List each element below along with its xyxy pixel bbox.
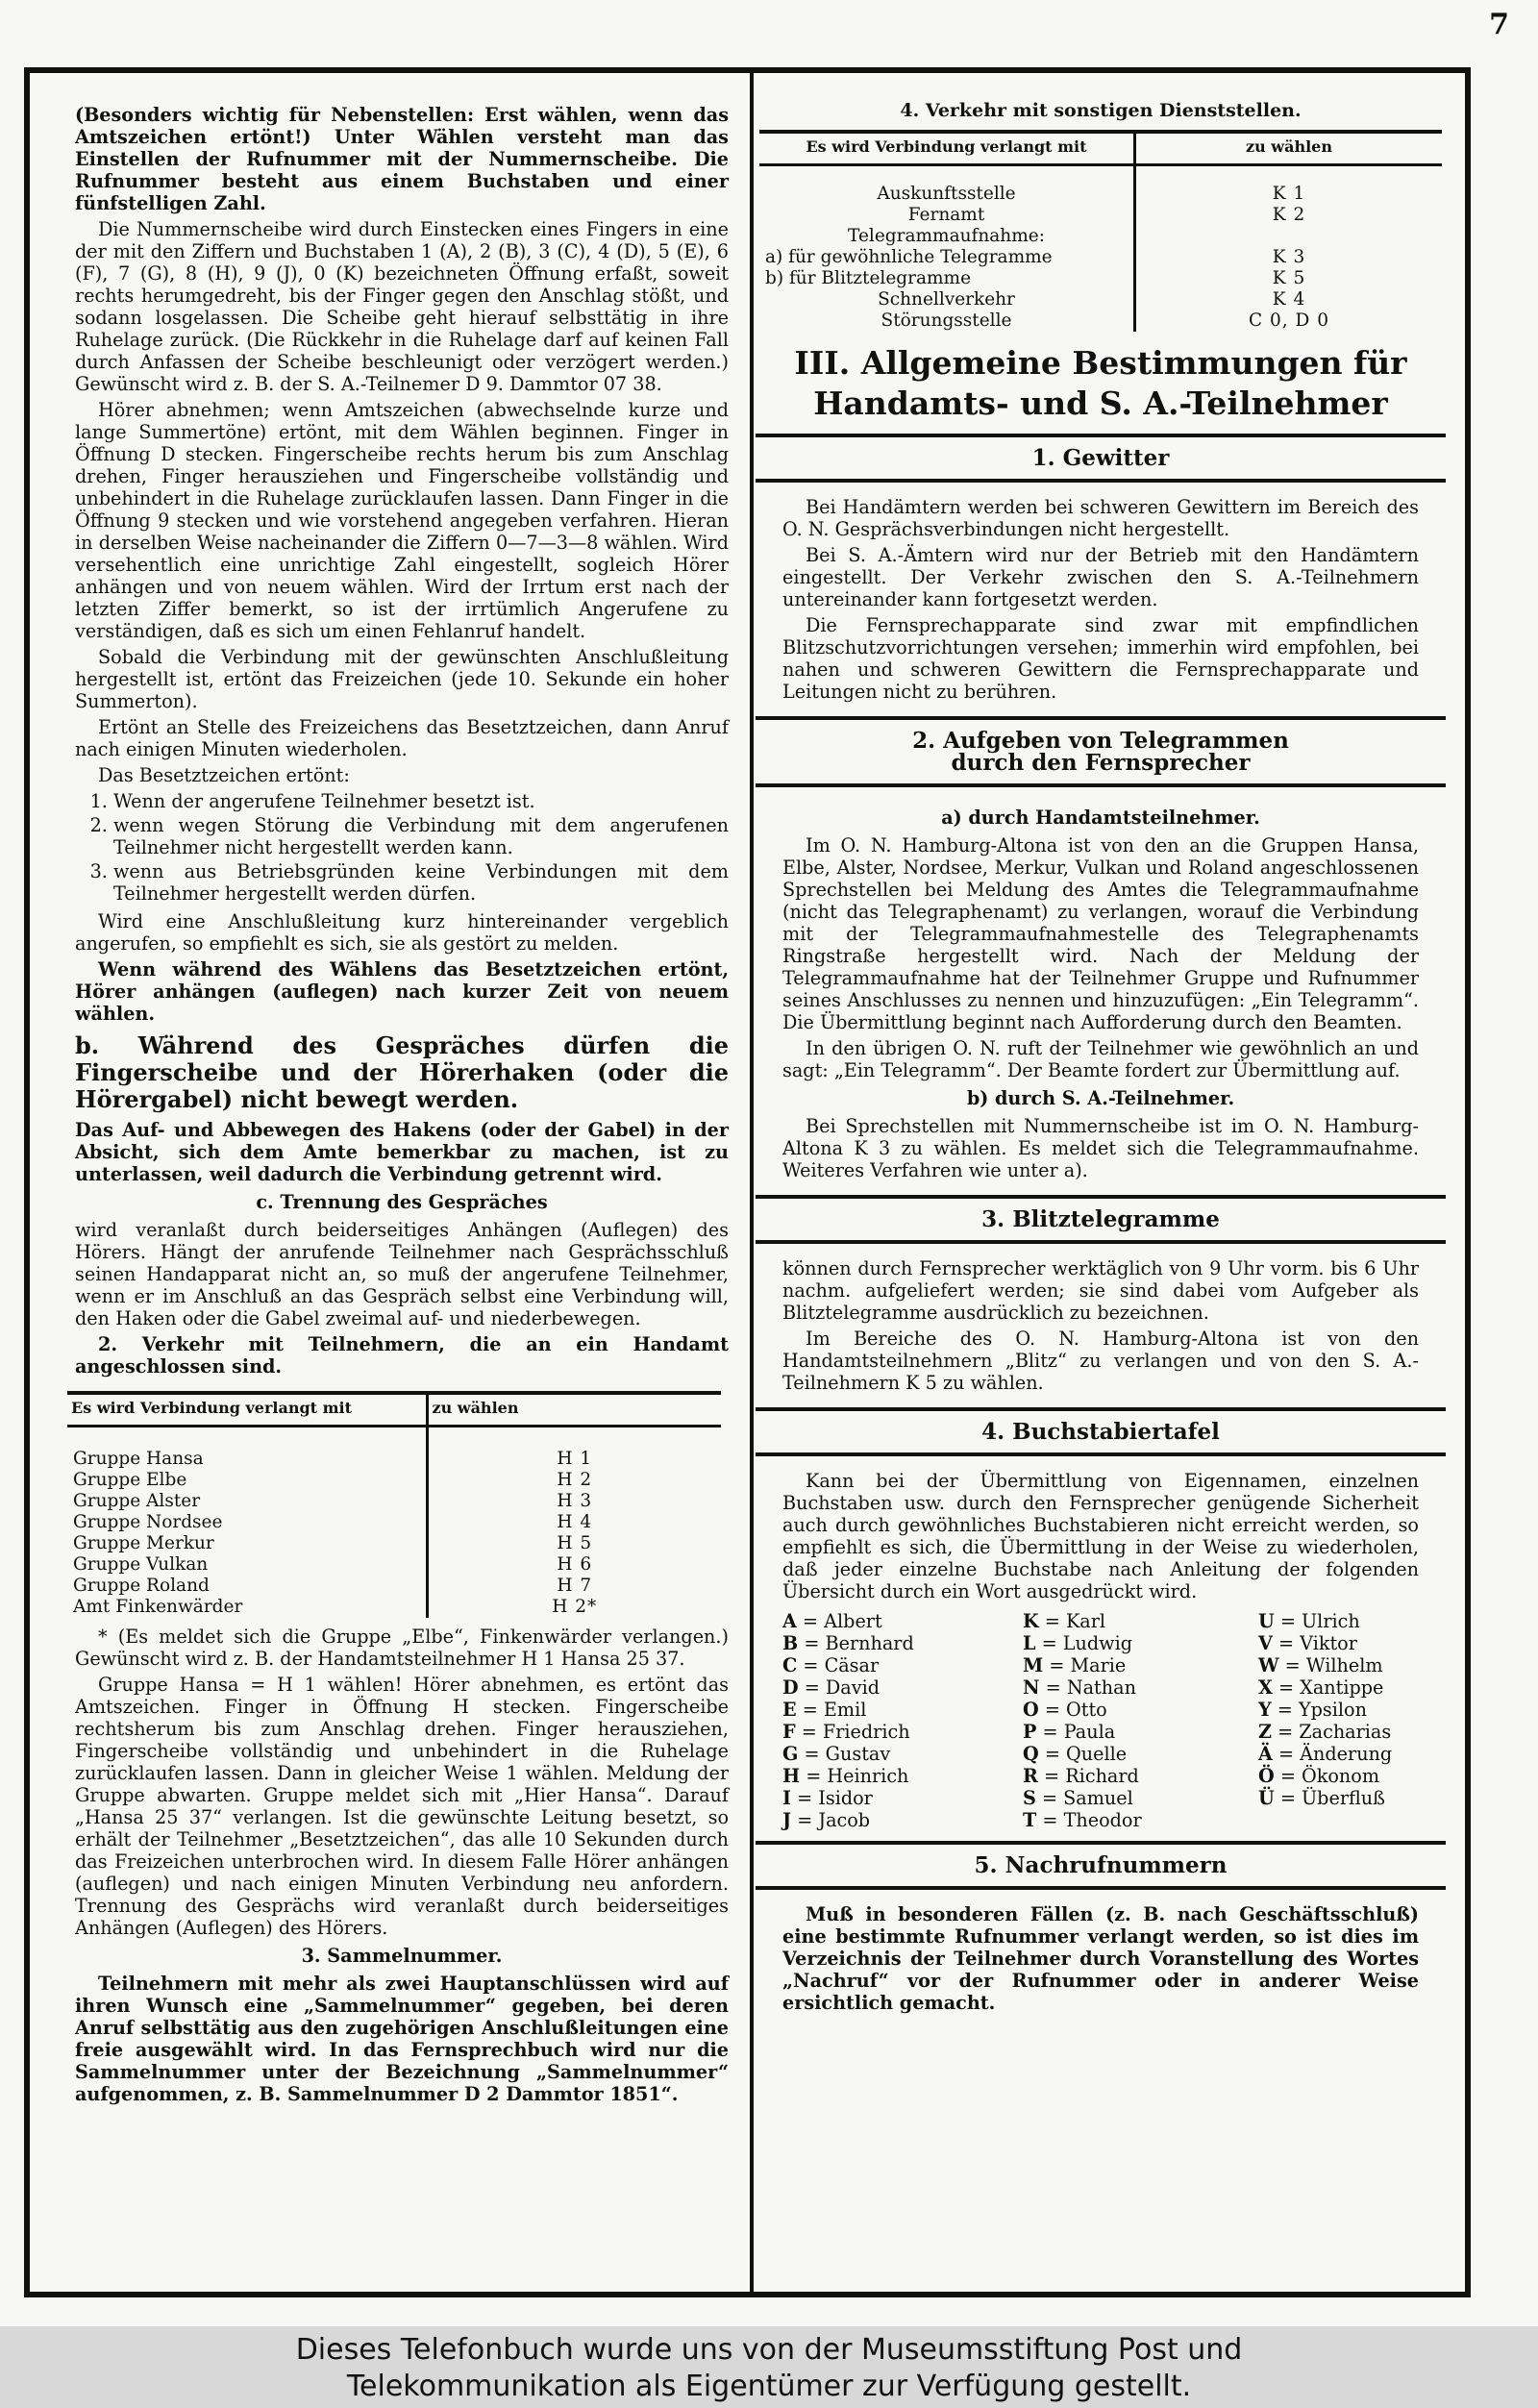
- alphabet-word: Heinrich: [827, 1765, 909, 1787]
- alphabet-letter: Y: [1258, 1699, 1272, 1721]
- alphabet-entry: J = Jacob: [782, 1809, 871, 1831]
- table-row: Amt Finkenwärder H 2*: [67, 1597, 721, 1618]
- alphabet-letter: K: [1023, 1610, 1039, 1632]
- table-row: Störungsstelle C 0, D 0: [759, 310, 1442, 332]
- alphabet-word: Samuel: [1063, 1787, 1133, 1809]
- footnote: * (Es meldet sich die Gruppe „Elbe“, Finkenwärder verlangen.) Gewünscht wird z. B. der Handamtsteilnehmer H 1 Hansa 25 37.: [75, 1626, 729, 1670]
- alphabet-word: Zacharias: [1299, 1721, 1392, 1743]
- alphabet-entry: W = Wilhelm: [1258, 1654, 1383, 1676]
- alphabet-entry: T = Theodor: [1023, 1809, 1142, 1831]
- paragraph: Bei S. A.-Ämtern wird nur der Betrieb mit den Handämtern eingestellt. Der Verkehr zwischen den S. A.-Teilnehmern untereinander kann fortgesetzt werden.: [782, 544, 1419, 610]
- alphabet-word: Emil: [823, 1699, 867, 1721]
- table-row: Gruppe Elbe H 2: [67, 1470, 721, 1491]
- alphabet-letter: D: [782, 1676, 799, 1699]
- heading-telegramme: [756, 716, 1446, 787]
- alphabet-word: Ypsilon: [1298, 1699, 1367, 1721]
- alphabet-letter: J: [782, 1809, 792, 1831]
- alphabet-entry: F = Friedrich: [782, 1721, 910, 1743]
- alphabet-word: Bernhard: [825, 1632, 914, 1654]
- alphabet-letter: N: [1023, 1676, 1040, 1699]
- main-title: [759, 343, 1442, 424]
- dienststellen-table: [759, 130, 1442, 332]
- alphabet-word: Otto: [1066, 1699, 1107, 1721]
- alphabet-entry: V = Viktor: [1258, 1632, 1357, 1654]
- paragraph: In den übrigen O. N. ruft der Teilnehmer wie gewöhnlich an und sagt: „Ein Telegramm“. Der Beamte fordert zur Übermittlung auf.: [782, 1037, 1419, 1081]
- alphabet-letter: C: [782, 1654, 798, 1676]
- table-row: Schnellverkehr K 4: [759, 289, 1442, 310]
- table-row: Auskunftsstelle K 1: [759, 184, 1442, 205]
- intro-paragraph: Das Besetztzeichen ertönt:: [98, 764, 350, 786]
- alphabet-letter: Z: [1258, 1721, 1273, 1743]
- alphabet-word: Wilhelm: [1305, 1654, 1383, 1676]
- section-heading-b: b. Während des Gespräches dürfen die Fingerscheibe und der Hörerhaken (oder die Hörergabel) nicht bewegt werden.: [75, 1031, 729, 1113]
- section-heading-c: c. Trennung des Gespräches: [256, 1191, 548, 1213]
- table-header: Es wird Verbindung verlangt mit: [67, 1393, 427, 1427]
- alphabet-letter: G: [782, 1743, 799, 1765]
- alphabet-letter: H: [782, 1765, 801, 1787]
- alphabet-word: Gustav: [825, 1743, 891, 1765]
- alphabet-entry: Y = Ypsilon: [1258, 1699, 1367, 1721]
- table-row: Gruppe Merkur H 5: [67, 1533, 721, 1554]
- alphabet-letter: W: [1258, 1654, 1279, 1676]
- table-row: Gruppe Nordsee H 4: [67, 1512, 721, 1533]
- alphabet-word: Friedrich: [822, 1721, 910, 1743]
- alphabet-entry: B = Bernhard: [782, 1632, 914, 1654]
- alphabet-letter: A: [782, 1610, 797, 1632]
- intro-paragraph: Sobald die Verbindung mit der gewünschten Anschlußleitung hergestellt ist, ertönt das Freizeichen (jede 10. Sekunde ein hoher Summerton).: [75, 646, 729, 712]
- alphabet-entry: I = Isidor: [782, 1787, 873, 1809]
- intro-paragraph: Ertönt an Stelle des Freizeichens das Besetztzeichen, dann Anruf nach einigen Minuten wiederholen.: [75, 716, 729, 760]
- alphabet-entry: K = Karl: [1023, 1610, 1106, 1632]
- paragraph: Bei Handämtern werden bei schweren Gewittern im Bereich des O. N. Gesprächsverbindungen nicht hergestellt.: [782, 496, 1419, 540]
- alphabet-letter: Ü: [1258, 1787, 1275, 1809]
- table-row: a) für gewöhnliche Telegramme K 3: [759, 247, 1442, 268]
- table-row: Telegrammaufnahme:: [759, 226, 1442, 247]
- alphabet-word: Jacob: [818, 1809, 871, 1831]
- paragraph: können durch Fernsprecher werktäglich von 9 Uhr vorm. bis 6 Uhr nachm. aufgeliefert werden; sie sind dabei vom Aufgeber als Blitztelegramme ausdrücklich zu bezeichnen.: [782, 1257, 1419, 1324]
- subheading: a) durch Handamtsteilnehmer.: [941, 807, 1260, 829]
- paragraph: Kann bei der Übermittlung von Eigennamen, einzelnen Buchstaben usw. durch den Fernsprecher genügende Sicherheit auch durch gewöhnliches Buchstabieren nicht erreicht werden, so empfiehlt es sich, die Übermittlung in der Weise zu wiederholen, daß jeder einzelne Buchstabe nach Anleitung der folgenden Übersicht durch ein Wort ausgedrückt wird.: [782, 1470, 1419, 1602]
- alphabet-word: Theodor: [1063, 1809, 1142, 1831]
- footer-caption: [0, 2326, 1538, 2408]
- heading-buchstabiertafel: 4. Buchstabiertafel: [756, 1407, 1446, 1456]
- alphabet-entry: [1258, 1809, 1451, 1831]
- alphabet-word: Albert: [824, 1610, 882, 1632]
- footer-line: Dieses Telefonbuch wurde uns von der Museumsstiftung Post und: [295, 2333, 1243, 2367]
- alphabet-entry: C = Cäsar: [782, 1654, 880, 1676]
- left-column: [71, 104, 729, 2109]
- alphabet-entry: Ü = Überfluß: [1258, 1787, 1385, 1809]
- alphabet-word: Paula: [1063, 1721, 1116, 1743]
- alphabet-letter: P: [1023, 1721, 1037, 1743]
- table-row: b) für Blitztelegramme K 5: [759, 268, 1442, 289]
- alphabet-word: David: [825, 1676, 881, 1699]
- list-item: 1. Wenn der angerufene Teilnehmer besetzt ist.: [113, 790, 729, 812]
- alphabet-word: Nathan: [1066, 1676, 1136, 1699]
- alphabet-letter: O: [1023, 1699, 1039, 1721]
- table-row: Fernamt K 2: [759, 205, 1442, 226]
- alphabet-entry: Z = Zacharias: [1258, 1721, 1392, 1743]
- section-heading-2: 2. Verkehr mit Teilnehmern, die an ein Handamt angeschlossen sind.: [75, 1333, 729, 1378]
- heading-line: durch den Fernsprecher: [951, 750, 1251, 776]
- heading-gewitter: 1. Gewitter: [756, 434, 1446, 483]
- intro-paragraph: Die Nummernscheibe wird durch Einstecken eines Fingers in eine der mit den Ziffern und Buchstaben 1 (A), 2 (B), 3 (C), 4 (D), 5 (E), 6 (F), 7 (G), 8 (H), 9 (J), 0 (K) bezeichneten Öffnung erfaßt, soweit rechts herumgedreht, bis der Finger gegen den Anschlag stößt, und sodann losgelassen. Die Scheibe geht hierauf selbsttätig in ihre Ruhelage zurück. (Die Rückkehr in die Ruhelage darf auf keinen Fall durch Anfassen der Scheibe beschleunigt oder verzögert werden.) Gewünscht wird z. B. der S. A.-Teilnemer D 9. Dammtor 07 38.: [75, 218, 729, 395]
- page-number: 7: [1489, 8, 1509, 41]
- alphabet-word: Isidor: [818, 1787, 873, 1809]
- alphabet-entry: A = Albert: [782, 1610, 882, 1632]
- column-divider: [750, 67, 754, 2297]
- alphabet-letter: E: [782, 1699, 797, 1721]
- alphabet-letter: Q: [1023, 1743, 1039, 1765]
- alphabet-letter: I: [782, 1787, 791, 1809]
- alphabet-letter: S: [1023, 1787, 1036, 1809]
- intro-paragraph: (Besonders wichtig für Nebenstellen: Erst wählen, wenn das Amtszeichen ertönt!) Unter Wählen versteht man das Einstellen der Rufnummer mit der Nummernscheibe. Die Rufnummer besteht aus einem Buchstaben und einer fünfstelligen Zahl.: [75, 104, 729, 214]
- list-item: 2. wenn wegen Störung die Verbindung mit dem angerufenen Teilnehmer nicht hergestellt werden kann.: [113, 814, 729, 858]
- alphabet-letter: U: [1258, 1610, 1275, 1632]
- section-heading-4-dienststellen: 4. Verkehr mit sonstigen Dienststellen.: [900, 100, 1302, 121]
- section-nachrufnummern: [759, 1890, 1442, 2027]
- alphabet-entry: L = Ludwig: [1023, 1632, 1133, 1654]
- table-header: zu wählen: [1135, 132, 1443, 165]
- alphabet-word: Karl: [1065, 1610, 1106, 1632]
- paragraph: Im O. N. Hamburg-Altona ist von den an die Gruppen Hansa, Elbe, Alster, Nordsee, Merkur, Vulkan und Roland angeschlossenen Sprechstellen bei Meldung des Amtes die Telegrammaufnahme (nicht das Telegraphenamt) zu verlangen, worauf die Verbindung mit der Telegrammaufnahmestelle des Telegraphenamts Ringstraße hergestellt wird. Nach der Meldung der Telegrammaufnahme hat der Teilnehmer Gruppe und Rufnummer seines Anschlusses zu nennen und hinzuzufügen: „Ein Telegramm“. Die Übermittlung beginnt nach Aufforderung durch den Beamten.: [782, 834, 1419, 1033]
- paragraph: Gruppe Hansa = H 1 wählen! Hörer abnehmen, es ertönt das Amtszeichen. Finger in Öffnung H stecken. Fingerscheibe rechtsherum bis zum Anschlag drehen. Finger herausziehen, Fingerscheibe vollständig und unbehindert in die Ruhelage zurücklaufen lassen. Dann in gleicher Weise 1 wählen. Meldung der Gruppe abwarten. Gruppe meldet sich mit „Hier Hansa“. Darauf „Hansa 25 37“ verlangen. Ist die gewünschte Leitung besetzt, so erhält der Teilnehmer „Besetztzeichen“, das alle 10 Sekunden durch das Freizeichen unterbrochen wird. In diesem Falle Hörer anhängen (auflegen) und nach einigen Minuten Verbindung neu anfordern. Trennung des Gesprächs wird veranlaßt durch beiderseitiges Anhängen (Auflegen) des Hörers.: [75, 1674, 729, 1939]
- alphabet-entry: P = Paula: [1023, 1721, 1116, 1743]
- paragraph: Die Fernsprechapparate sind zwar mit empfindlichen Blitzschutzvorrichtungen versehen; immerhin wird empfohlen, bei nahen und schweren Gewittern die Fernsprechapparate und Leitungen nicht zu berühren.: [782, 614, 1419, 703]
- table-row: Gruppe Vulkan H 6: [67, 1554, 721, 1576]
- handamt-table: [67, 1391, 721, 1618]
- paragraph: Teilnehmern mit mehr als zwei Hauptanschlüssen wird auf ihren Wunsch eine „Sammelnummer“ gegeben, bei deren Anruf selbsttätig aus den zugehörigen Anschlußleitungen eine freie ausgewählt wird. In das Fernsprechbuch wird nur die Sammelnummer unter der Bezeichnung „Sammelnummer“ aufgenommen, z. B. Sammelnummer D 2 Dammtor 1851“.: [75, 1973, 729, 2105]
- alphabet-letter: Ä: [1258, 1743, 1273, 1765]
- heading-line: 2. Aufgeben von Telegrammen: [912, 728, 1289, 754]
- alphabet-entry: S = Samuel: [1023, 1787, 1133, 1809]
- alphabet-word: Xantippe: [1300, 1676, 1384, 1699]
- subheading: b) durch S. A.-Teilnehmer.: [966, 1087, 1235, 1109]
- footer-line: Telekommunikation als Eigentümer zur Verfügung gestellt.: [346, 2370, 1192, 2403]
- list-item: 3. wenn aus Betriebsgründen keine Verbindungen mit dem Teilnehmer hergestellt werden dürfen.: [113, 860, 729, 905]
- paragraph: Bei Sprechstellen mit Nummernscheibe ist im O. N. Hamburg-Altona K 3 zu wählen. Es meldet sich die Telegrammaufnahme. Weiteres Verfahren wie unter a).: [782, 1115, 1419, 1181]
- alphabet-entry: Ä = Änderung: [1258, 1743, 1393, 1765]
- paragraph: wird veranlaßt durch beiderseitiges Anhängen (Auflegen) des Hörers. Hängt der anrufende Teilnehmer nach Gesprächsschluß seinen Handapparat nicht an, so muß der angerufene Teilnehmer, wenn er im Anschluß an das Gespräch selbst eine Verbindung will, den Haken oder die Gabel zweimal auf- und niederbewegen.: [75, 1219, 729, 1329]
- main-title-line: III. Allgemeine Bestimmungen für: [794, 344, 1407, 382]
- table-row: Gruppe Hansa H 1: [67, 1449, 721, 1470]
- section-heading-3: 3. Sammelnummer.: [301, 1945, 503, 1967]
- alphabet-letter: V: [1258, 1632, 1273, 1654]
- table-header: zu wählen: [427, 1393, 721, 1427]
- heading-blitztelegramme: 3. Blitztelegramme: [756, 1195, 1446, 1244]
- paragraph: Das Auf- und Abbewegen des Hakens (oder der Gabel) in der Absicht, sich dem Amte bemerkbar zu machen, ist zu unterlassen, weil dadurch die Verbindung getrennt wird.: [75, 1119, 729, 1185]
- alphabet-entry: U = Ulrich: [1258, 1610, 1360, 1632]
- table-row: Gruppe Alster H 3: [67, 1491, 721, 1512]
- alphabet-entry: N = Nathan: [1023, 1676, 1136, 1699]
- alphabet-entry: E = Emil: [782, 1699, 867, 1721]
- busy-signal-list: [75, 790, 729, 905]
- alphabet-word: Cäsar: [824, 1654, 880, 1676]
- alphabet-entry: M = Marie: [1023, 1654, 1127, 1676]
- alphabet-entry: G = Gustav: [782, 1743, 891, 1765]
- alphabet-word: Marie: [1070, 1654, 1127, 1676]
- alphabet-entry: O = Otto: [1023, 1699, 1107, 1721]
- alphabet-letter: B: [782, 1632, 799, 1654]
- alphabet-word: Überfluß: [1302, 1787, 1385, 1809]
- spelling-alphabet: [782, 1610, 1419, 1831]
- alphabet-entry: D = David: [782, 1676, 881, 1699]
- table-row: Gruppe Roland H 7: [67, 1576, 721, 1597]
- section-gewitter: [759, 483, 1442, 716]
- main-title-line: Handamts- und S. A.-Teilnehmer: [813, 385, 1388, 422]
- alphabet-letter: X: [1258, 1676, 1273, 1699]
- section-blitztelegramme: [759, 1244, 1442, 1407]
- heading-nachrufnummern: 5. Nachrufnummern: [756, 1841, 1446, 1890]
- intro-paragraph: Hörer abnehmen; wenn Amtszeichen (abwechselnde kurze und lange Summertöne) ertönt, mit dem Wählen beginnen. Finger in Öffnung D stecken. Fingerscheibe rechts herum bis zum Anschlag drehen, Finger herausziehen und Fingerscheibe vollständig und unbehindert in die Ruhelage zurücklaufen lassen. Dann Finger in die Öffnung 9 stecken und wie vorstehend angegeben verfahren. Hieran in derselben Weise nacheinander die Ziffern 0—7—3—8 wählen. Wird versehentlich eine unrichtige Zahl eingestellt, sogleich Hörer anhängen und von neuem wählen. Wird der Irrtum erst nach der letzten Ziffer bemerkt, so ist der irrtümlich Angerufene zu verständigen, daß es sich um einen Fehlanruf handelt.: [75, 399, 729, 642]
- alphabet-entry: Ö = Ökonom: [1258, 1765, 1380, 1787]
- alphabet-word: Ludwig: [1062, 1632, 1133, 1654]
- alphabet-letter: T: [1023, 1809, 1037, 1831]
- alphabet-word: Ulrich: [1302, 1610, 1360, 1632]
- alphabet-word: Viktor: [1300, 1632, 1357, 1654]
- alphabet-entry: X = Xantippe: [1258, 1676, 1384, 1699]
- alphabet-letter: F: [782, 1721, 796, 1743]
- alphabet-letter: L: [1023, 1632, 1036, 1654]
- paragraph: Muß in besonderen Fällen (z. B. nach Geschäftsschluß) eine bestimmte Rufnummer verlangt werden, so ist dies im Verzeichnis der Teilnehmer durch Voranstellung des Wortes „Nachruf“ vor der Rufnummer oder in anderer Weise ersichtlich gemacht.: [782, 1903, 1419, 2014]
- alphabet-entry: R = Richard: [1023, 1765, 1139, 1787]
- section-telegramme: [759, 787, 1442, 1195]
- alphabet-entry: H = Heinrich: [782, 1765, 909, 1787]
- table-header: Es wird Verbindung verlangt mit: [759, 132, 1135, 165]
- paragraph: Wenn während des Wählens das Besetztzeichen ertönt, Hörer anhängen (auflegen) nach kurzer Zeit von neuem wählen.: [75, 958, 729, 1025]
- alphabet-word: Ökonom: [1302, 1765, 1380, 1787]
- alphabet-letter: Ö: [1258, 1765, 1275, 1787]
- paragraph: Im Bereiche des O. N. Hamburg-Altona ist von den Handamtsteilnehmern „Blitz“ zu verlangen und von den S. A.-Teilnehmern K 5 zu wählen.: [782, 1328, 1419, 1394]
- alphabet-entry: Q = Quelle: [1023, 1743, 1128, 1765]
- alphabet-letter: R: [1023, 1765, 1038, 1787]
- alphabet-letter: M: [1023, 1654, 1044, 1676]
- section-buchstabiertafel: [759, 1456, 1442, 1841]
- paragraph: Wird eine Anschlußleitung kurz hintereinander vergeblich angerufen, so empfiehlt es sich, sie als gestört zu melden.: [75, 910, 729, 955]
- alphabet-word: Quelle: [1066, 1743, 1128, 1765]
- alphabet-word: Änderung: [1300, 1743, 1393, 1765]
- alphabet-word: Richard: [1065, 1765, 1139, 1787]
- right-column: [759, 73, 1442, 2027]
